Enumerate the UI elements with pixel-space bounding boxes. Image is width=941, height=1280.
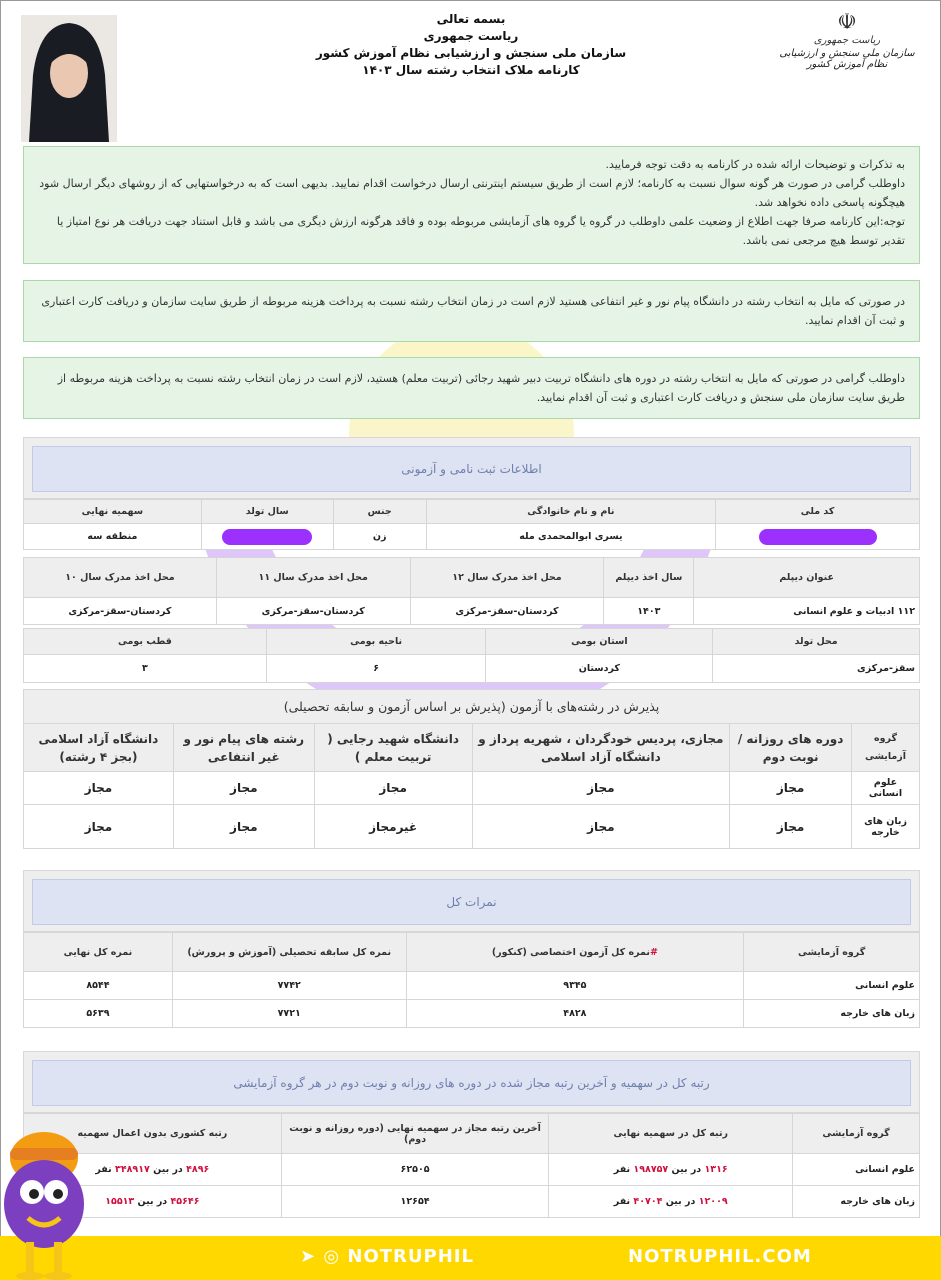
col-header: محل تولد: [713, 629, 920, 655]
col-header: دانشگاه شهید رجایی ( تربیت معلم ): [314, 724, 472, 772]
col-header: محل اخذ مدرک سال ۱۲: [410, 558, 604, 598]
group-name: زبان های خارجه: [852, 805, 920, 849]
rank-cell: [549, 1154, 793, 1186]
notice-line: در صورتی که مایل به انتخاب رشته در دانشگاه پیام نور و غیر انتفاعی هستید لازم است در زمان انتخاب رشته نسبت به پرداخت هزینه مربوطه از طریق سایت سازمان و دریافت کارت اعتباری و ثبت آن اقدام نمایید.: [41, 295, 905, 327]
rank-total: ۱۹۸۷۵۷: [633, 1164, 669, 1175]
col-header: گروه آزمایشی: [744, 933, 920, 972]
birth-year-redacted: [201, 524, 333, 550]
national-total: ۱۵۵۱۳: [105, 1196, 135, 1207]
group-name: علوم انسانی: [793, 1154, 920, 1186]
group-name: علوم انسانی: [744, 972, 920, 1000]
status-cell: مجاز: [472, 805, 730, 849]
score-cell: ۵۶۳۹: [24, 1000, 173, 1028]
table-row: [24, 805, 920, 849]
diploma-year-value: ۱۴۰۳: [604, 598, 694, 625]
word-person: نفر: [95, 1164, 112, 1175]
section-title: اطلاعات ثبت نامی و آزمونی: [32, 446, 911, 492]
admission-title: پذیرش در رشته‌های با آزمون (پذیرش بر اساس آزمون و سابقه تحصیلی): [24, 690, 920, 724]
status-cell: مجاز: [472, 772, 730, 805]
mascot-character-icon: [0, 1114, 96, 1280]
rank-total: ۴۰۷۰۴: [633, 1196, 663, 1207]
registration-table-3: [23, 628, 920, 683]
col-header: مجازی، پردیس خودگردان ، شهریه پرداز و دانشگاه آزاد اسلامی: [472, 724, 730, 772]
telegram-icon: ➤: [300, 1246, 317, 1267]
hash-mark: #: [649, 946, 658, 958]
col-header: سال اخذ دیپلم: [604, 558, 694, 598]
header-line2: ریاست جمهوری: [423, 29, 519, 43]
word-among: در بین: [137, 1196, 168, 1207]
last-rank-cell: ۶۲۵۰۵: [281, 1154, 549, 1186]
status-cell: مجاز: [730, 805, 852, 849]
quota-value: منطقه سه: [24, 524, 202, 550]
footer-banner: [0, 1236, 941, 1280]
notice-payam-noor: [23, 280, 920, 342]
registration-table-2: [23, 557, 920, 625]
header-title-block: [261, 11, 681, 79]
redaction-bar: [759, 529, 877, 545]
table-row: [24, 1000, 920, 1028]
emblem-icon: ☫: [837, 10, 857, 35]
section-title: رتبه کل در سهمیه و آخرین رتبه مجاز شده در دوره های روزانه و نوبت دوم در هر گروه آزمایشی: [32, 1060, 911, 1106]
status-cell: مجاز: [173, 772, 314, 805]
diploma-title-value: ۱۱۲ ادبیات و علوم انسانی: [694, 598, 920, 625]
notice-line: توجه:این کارنامه صرفا جهت اطلاع از وضعیت علمی داوطلب در گروه یا گروه های آزمایشی مربوطه بوده و فاقد هرگونه ارزش دیگری می باشد و قابل استناد جهت دریافت هر نوع امتیاز یا تقدیر توسط هیچ مرجعی نمی باشد.: [56, 215, 905, 247]
organization-logo: [772, 11, 922, 77]
col-header: سال تولد: [201, 500, 333, 524]
col-header: کد ملی: [716, 500, 920, 524]
table-row: [24, 1186, 920, 1218]
col-header: قطب بومی: [24, 629, 267, 655]
national-id-redacted: [716, 524, 920, 550]
col-header: نمره کل نهایی: [24, 933, 173, 972]
header-line1: بسمه تعالی: [436, 12, 506, 26]
footer-social-text: NOTRUPHIL: [347, 1246, 474, 1267]
col-header: گروه آزمایشی: [852, 724, 920, 772]
notice-line: داوطلب گرامی در صورتی که مایل به انتخاب رشته در دوره های دانشگاه تربیت دبیر شهید رجائی (تربیت معلم) هستید، لازم است در زمان انتخاب رشته نسبت به پرداخت هزینه مربوطه از طریق سایت سازمان ملی سنجش و دریافت کارت اعتباری و ثبت آن اقدام نمایید.: [57, 372, 905, 404]
registration-table-1: [23, 499, 920, 550]
admission-table: [23, 689, 920, 849]
group-name: علوم انسانی: [852, 772, 920, 805]
national-rank: ۴۵۶۴۶: [170, 1196, 200, 1207]
table-row: [24, 972, 920, 1000]
word-person: نفر: [613, 1164, 631, 1175]
birth-place-value: سقز-مرکزی: [713, 655, 920, 683]
col-header: عنوان دیپلم: [694, 558, 920, 598]
native-pole-value: ۳: [24, 655, 267, 683]
group-name: زبان های خارجه: [744, 1000, 920, 1028]
place-11-value: کردستان-سقز-مرکزی: [216, 598, 410, 625]
table-row: [24, 772, 920, 805]
native-region-value: ۶: [266, 655, 486, 683]
scores-table: [23, 932, 920, 1028]
group-name: زبان های خارجه: [793, 1186, 920, 1218]
instagram-icon: ◎: [323, 1246, 341, 1267]
place-12-value: کردستان-سقز-مرکزی: [410, 598, 604, 625]
col-header: دانشگاه آزاد اسلامی (بجز ۴ رشته): [24, 724, 174, 772]
student-name: یسری ابوالمحمدی مله: [426, 524, 716, 550]
word-among: در بین: [153, 1164, 183, 1175]
score-cell: ۴۸۲۸: [406, 1000, 744, 1028]
col-header: استان بومی: [486, 629, 713, 655]
logo-line2: سازمان ملی سنجش و ارزشیابی نظام آموزش کشور: [779, 48, 915, 70]
notice-line: به تذکرات و توضیحات ارائه شده در کارنامه به دقت توجه فرمایید.: [605, 158, 905, 171]
col-header: محل اخذ مدرک سال ۱۰: [24, 558, 217, 598]
scores-section: [23, 870, 920, 932]
score-cell: ۸۵۴۴: [24, 972, 173, 1000]
word-among: در بین: [671, 1164, 702, 1175]
national-rank: ۴۸۹۶: [186, 1164, 210, 1175]
logo-line1: ریاست جمهوری: [813, 35, 881, 46]
header-line4: کارنامه ملاک انتخاب رشته سال ۱۴۰۳: [362, 63, 580, 77]
footer-site-link[interactable]: NOTRUPHIL.COM: [628, 1246, 812, 1267]
last-rank-cell: ۱۲۶۵۴: [281, 1186, 549, 1218]
col-header: دوره های روزانه / نوبت دوم: [730, 724, 852, 772]
rank-cell: [549, 1186, 793, 1218]
col-header: محل اخذ مدرک سال ۱۱: [216, 558, 410, 598]
score-cell: ۷۷۲۱: [172, 1000, 406, 1028]
status-cell: مجاز: [24, 805, 174, 849]
col-header: رتبه کل در سهمیه نهایی: [549, 1114, 793, 1154]
col-header: آخرین رتبه مجاز در سهمیه نهایی (دوره روزانه و نوبت دوم): [281, 1114, 549, 1154]
footer-social[interactable]: [300, 1246, 474, 1267]
rank-value: ۱۳۱۶: [704, 1164, 728, 1175]
ranks-table: [23, 1113, 920, 1218]
word-person: نفر: [613, 1196, 631, 1207]
col-header: سهمیه نهایی: [24, 500, 202, 524]
col-header-text: نمره کل آزمون اختصاصی (کنکور): [491, 946, 650, 958]
status-cell: مجاز: [24, 772, 174, 805]
notice-general: [23, 146, 920, 264]
word-among: در بین: [665, 1196, 696, 1207]
ranks-section: [23, 1051, 920, 1113]
col-header: [406, 933, 744, 972]
score-cell: ۷۷۴۲: [172, 972, 406, 1000]
section-title: نمرات کل: [32, 879, 911, 925]
national-total: ۳۴۸۹۱۷: [115, 1164, 150, 1175]
col-header: نام و نام خانوادگی: [426, 500, 716, 524]
status-cell: مجاز: [173, 805, 314, 849]
col-header: گروه آزمایشی: [793, 1114, 920, 1154]
redaction-bar: [222, 529, 312, 545]
header-line3: سازمان ملی سنجش و ارزشیابی نظام آموزش کشور: [315, 46, 627, 60]
notice-line: داوطلب گرامی در صورت هر گونه سوال نسبت به کارنامه؛ لازم است از طریق سیستم اینترنتی ارسال درخواست اقدام نمایید. بدیهی است که به درخواستهایی که از روشهای دیگر ارسال شود هیچگونه پاسخی داده نخواهد شد.: [39, 177, 905, 209]
student-photo: [21, 15, 117, 142]
status-cell: غیرمجاز: [314, 805, 472, 849]
native-province-value: کردستان: [486, 655, 713, 683]
gender-value: زن: [333, 524, 426, 550]
notice-rajaee: [23, 357, 920, 419]
col-header: جنس: [333, 500, 426, 524]
col-header: نمره کل سابقه تحصیلی (آموزش و پرورش): [172, 933, 406, 972]
score-cell: ۹۳۴۵: [406, 972, 744, 1000]
table-row: [24, 1154, 920, 1186]
rank-value: ۱۲۰۰۹: [698, 1196, 728, 1207]
status-cell: مجاز: [314, 772, 472, 805]
col-header: رشته های پیام نور و غیر انتفاعی: [173, 724, 314, 772]
registration-section: [23, 437, 920, 499]
col-header: رتبه کشوری بدون اعمال سهمیه: [24, 1114, 282, 1154]
col-header: ناحیه بومی: [266, 629, 486, 655]
status-cell: مجاز: [730, 772, 852, 805]
place-10-value: کردستان-سقز-مرکزی: [24, 598, 217, 625]
